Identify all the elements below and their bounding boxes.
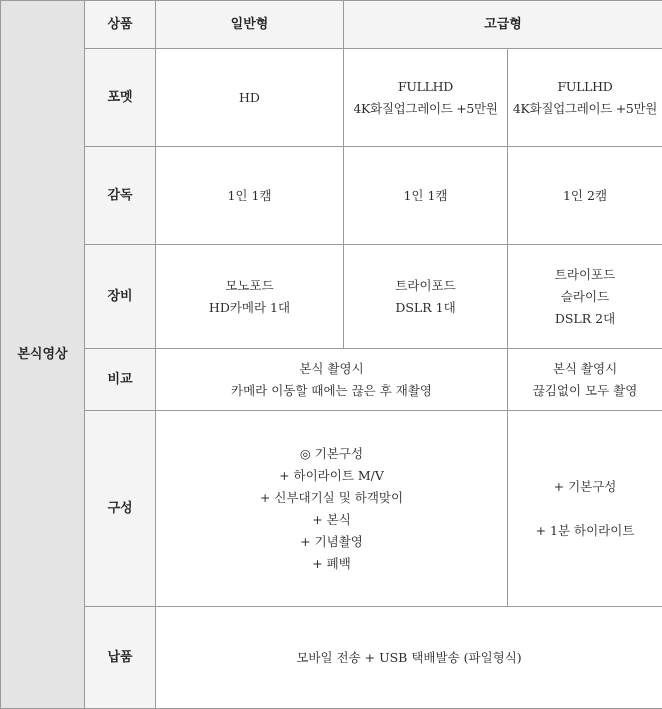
composition-basic-item: + 폐백 xyxy=(158,553,505,575)
equipment-premium-a-line-2: DSLR 1대 xyxy=(346,297,505,319)
director-premium-a: 1인 1캠 xyxy=(344,147,508,245)
composition-basic-item: + 신부대기실 및 하객맞이 xyxy=(158,487,505,509)
compare-label: 비교 xyxy=(85,349,156,411)
composition-label: 구성 xyxy=(85,411,156,607)
compare-premium xyxy=(508,349,662,411)
equipment-premium-b-line-2: 슬라이드 xyxy=(510,286,660,308)
header-row xyxy=(1,1,662,49)
format-premium-b-line-1: FULLHD xyxy=(510,76,660,98)
format-premium-b-line-2: 4K화질업그레이드 +5만원 xyxy=(510,98,660,120)
format-basic-line: HD xyxy=(158,87,341,109)
equipment-label: 장비 xyxy=(85,245,156,349)
equipment-basic xyxy=(156,245,344,349)
composition-basic-item: + 하이라이트 M/V xyxy=(158,465,505,487)
format-premium-a-line-1: FULLHD xyxy=(346,76,505,98)
format-premium-a xyxy=(344,49,508,147)
director-premium-b: 1인 2캠 xyxy=(508,147,662,245)
composition-basic-item: + 본식 xyxy=(158,509,505,531)
compare-basic-line-1: 본식 촬영시 xyxy=(158,358,505,380)
director-basic: 1인 1캠 xyxy=(156,147,344,245)
composition-basic-item: ◎ 기본구성 xyxy=(158,443,505,465)
compare-row xyxy=(1,349,662,411)
composition-basic-item: + 기념촬영 xyxy=(158,531,505,553)
director-label: 감독 xyxy=(85,147,156,245)
header-label: 상품 xyxy=(85,1,156,49)
composition-row xyxy=(1,411,662,607)
composition-premium-item: + 1분 하이라이트 xyxy=(510,509,660,553)
format-basic xyxy=(156,49,344,147)
section-label: 본식영상 xyxy=(1,1,85,709)
equipment-premium-b xyxy=(508,245,662,349)
equipment-basic-line-2: HD카메라 1대 xyxy=(158,297,341,319)
format-premium-a-line-2: 4K화질업그레이드 +5만원 xyxy=(346,98,505,120)
delivery-label: 납품 xyxy=(85,607,156,709)
composition-basic xyxy=(156,411,508,607)
format-row xyxy=(1,49,662,147)
equipment-premium-a-line-1: 트라이포드 xyxy=(346,275,505,297)
equipment-premium-b-line-1: 트라이포드 xyxy=(510,264,660,286)
delivery-row xyxy=(1,607,662,709)
equipment-premium-b-line-3: DSLR 2대 xyxy=(510,308,660,330)
header-premium: 고급형 xyxy=(344,1,662,49)
compare-premium-line-1: 본식 촬영시 xyxy=(510,358,660,380)
compare-premium-line-2: 끊김없이 모두 촬영 xyxy=(510,380,660,402)
composition-premium-item: + 기본구성 xyxy=(510,465,660,509)
director-row xyxy=(1,147,662,245)
compare-basic-line-2: 카메라 이동할 때에는 끊은 후 재촬영 xyxy=(158,380,505,402)
header-basic: 일반형 xyxy=(156,1,344,49)
format-label: 포멧 xyxy=(85,49,156,147)
equipment-row xyxy=(1,245,662,349)
equipment-basic-line-1: 모노포드 xyxy=(158,275,341,297)
delivery-value: 모바일 전송 + USB 택배발송 (파일형식) xyxy=(156,607,662,709)
equipment-premium-a xyxy=(344,245,508,349)
compare-basic xyxy=(156,349,508,411)
composition-premium xyxy=(508,411,662,607)
format-premium-b xyxy=(508,49,662,147)
